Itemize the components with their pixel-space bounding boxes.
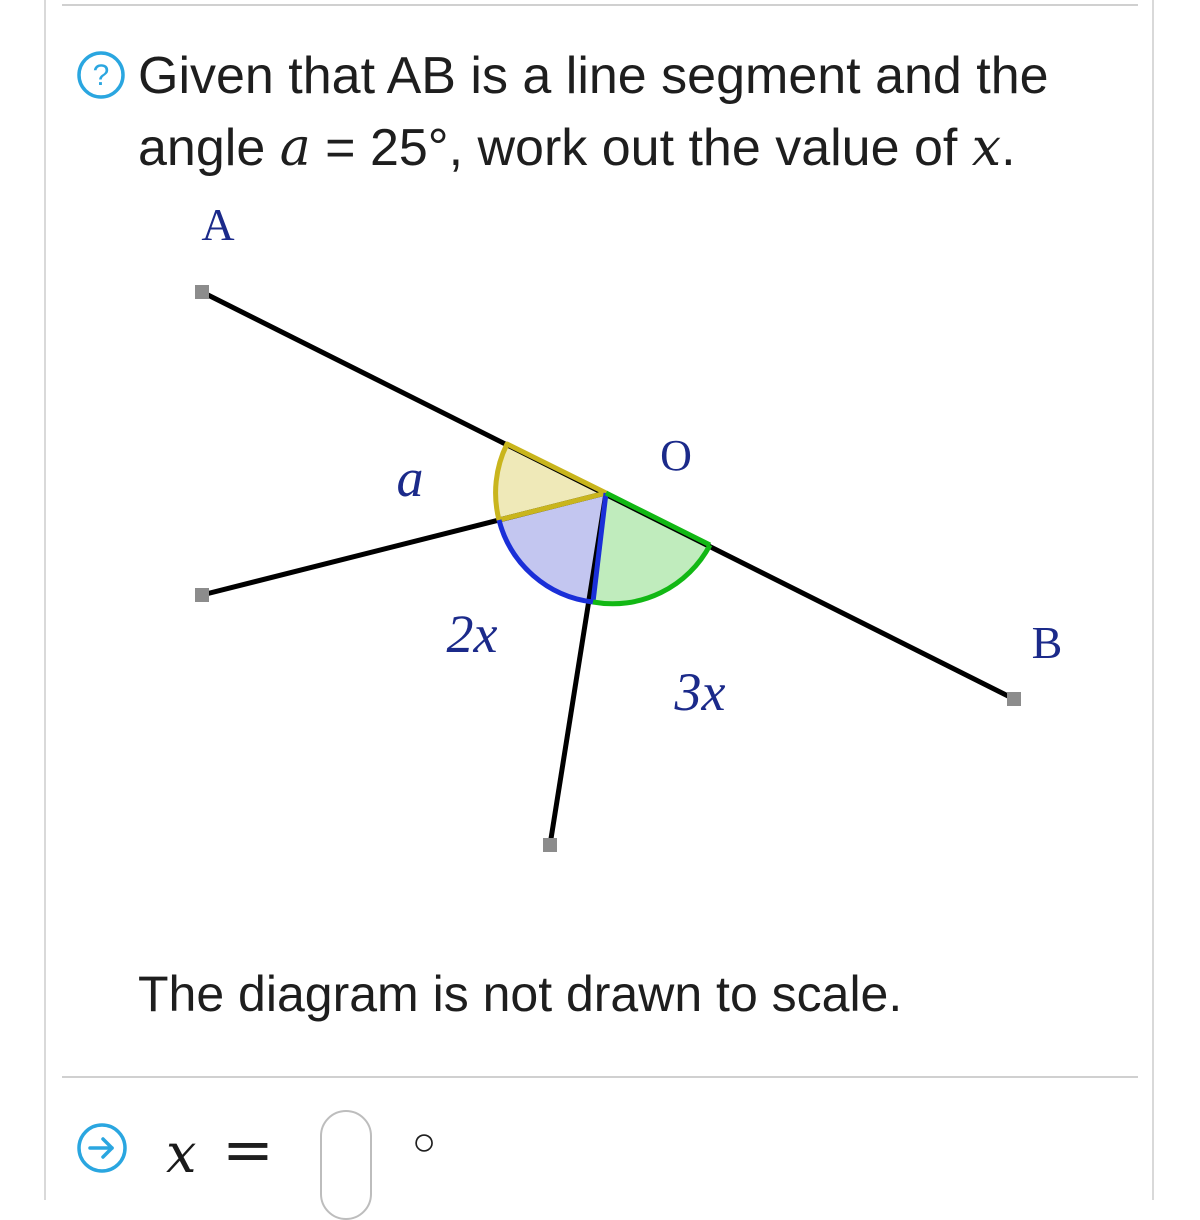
answer-input[interactable] bbox=[320, 1110, 372, 1220]
endpoint-A[interactable] bbox=[195, 285, 209, 299]
question-part-1: Given that AB is a line segment and the angle bbox=[138, 47, 1049, 177]
degree-unit: ○ bbox=[412, 1120, 437, 1164]
label-2x: 2x bbox=[446, 604, 498, 664]
angle-variable: a bbox=[279, 118, 311, 178]
solve-variable: x bbox=[971, 118, 1002, 178]
question-part-2: = 25°, work out the value of bbox=[310, 119, 972, 177]
label-3x: 3x bbox=[674, 662, 726, 722]
label-B: B bbox=[1031, 617, 1063, 668]
equals-sign: = bbox=[222, 1113, 274, 1186]
label-O: O bbox=[660, 431, 692, 480]
endpoint-left[interactable] bbox=[195, 588, 209, 602]
label-a: a bbox=[396, 448, 424, 508]
endpoint-down[interactable] bbox=[543, 838, 557, 852]
question-part-3: . bbox=[1001, 119, 1016, 177]
label-A: A bbox=[201, 199, 235, 250]
svg-text:?: ? bbox=[92, 59, 110, 92]
answer-variable: x bbox=[166, 1122, 197, 1185]
bottom-divider bbox=[62, 1076, 1138, 1078]
endpoint-B[interactable] bbox=[1007, 692, 1021, 706]
scale-note: The diagram is not drawn to scale. bbox=[138, 966, 903, 1022]
angle-3x-sector bbox=[593, 493, 710, 604]
arrow-right-icon bbox=[76, 1122, 128, 1174]
